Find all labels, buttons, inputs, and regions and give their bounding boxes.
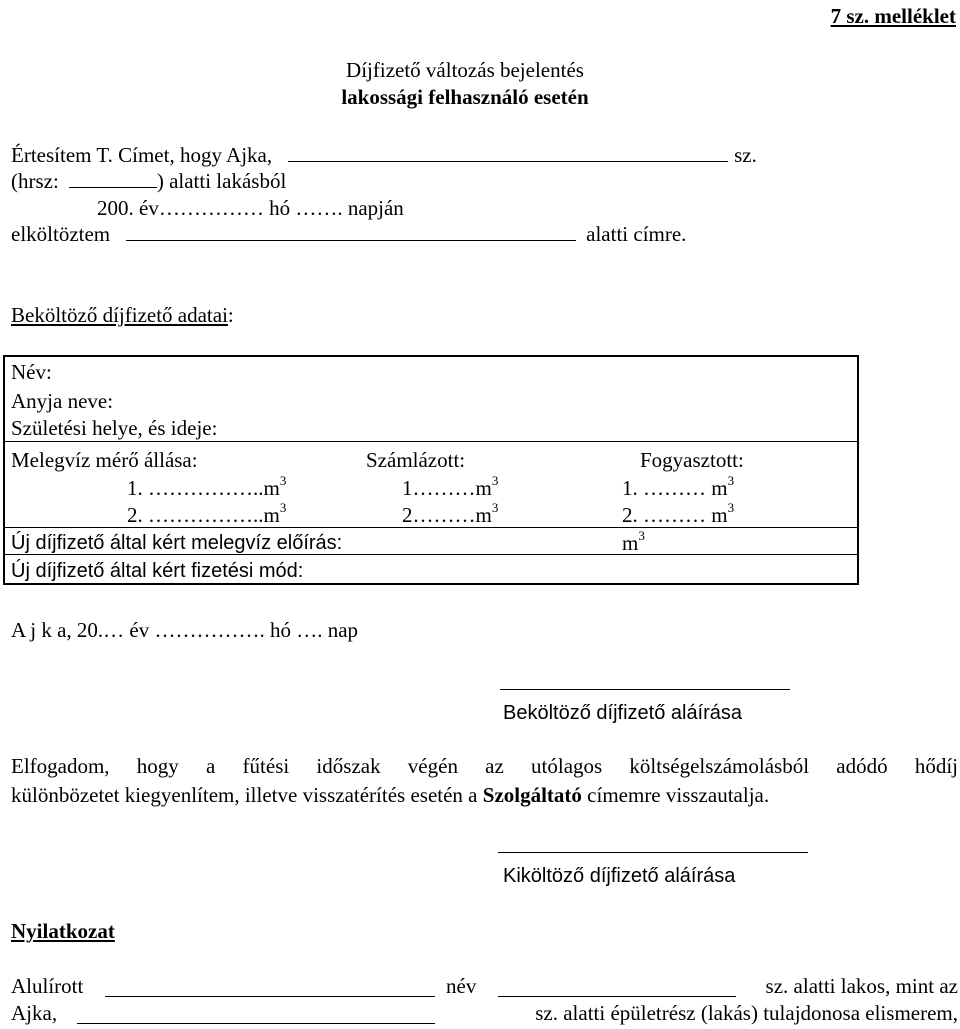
payer-section-heading bbox=[11, 305, 234, 326]
meter-reading-label: Melegvíz mérő állása: bbox=[11, 448, 198, 472]
row-divider bbox=[5, 554, 857, 555]
declarant-address-blank[interactable] bbox=[498, 996, 736, 997]
hrsz-label: (hrsz: bbox=[11, 169, 59, 193]
billed-row-2-text: 2………m bbox=[402, 503, 492, 527]
hot-water-unit-text: m bbox=[622, 531, 639, 555]
incoming-signature-line[interactable] bbox=[500, 689, 790, 690]
consumed-label: Fogyasztott: bbox=[640, 448, 744, 472]
provider-name: Szolgáltató bbox=[482, 783, 582, 807]
outgoing-signature-label: Kiköltöző díjfizető aláírása bbox=[503, 865, 736, 887]
row-divider bbox=[5, 441, 857, 442]
payment-method-field[interactable]: Új díjfizető által kért fizetési mód: bbox=[11, 560, 304, 582]
consumed-row-1[interactable] bbox=[622, 473, 735, 500]
city-label: Ajka, bbox=[11, 1001, 58, 1025]
mother-name-field[interactable]: Anyja neve: bbox=[11, 389, 114, 413]
birth-field[interactable]: Születési helye, és ideje: bbox=[11, 416, 218, 440]
declaration-heading: Nyilatkozat bbox=[11, 919, 115, 943]
street-blank[interactable] bbox=[288, 160, 728, 162]
outgoing-signature-line[interactable] bbox=[498, 852, 808, 853]
unit-exponent: 3 bbox=[491, 473, 499, 488]
unit-exponent: 3 bbox=[727, 473, 735, 488]
billed-label: Számlázott: bbox=[366, 448, 466, 472]
billed-row-1-text: 1………m bbox=[402, 476, 492, 500]
notice-line-1 bbox=[11, 145, 757, 166]
payer-section-heading-text: Beköltöző díjfizető adatai bbox=[11, 303, 228, 327]
date-line[interactable]: A j k a, 20.… év ……………. hó …. nap bbox=[11, 618, 359, 642]
unit-exponent: 3 bbox=[279, 473, 287, 488]
moved-label: elköltöztem bbox=[11, 222, 111, 246]
acceptance-line-2-a: különbözetet kiegyenlítem, illetve visszatérítés esetén a bbox=[11, 783, 483, 807]
meter-row-1-text: 1. ……………..m bbox=[127, 476, 280, 500]
declaration-line-1 bbox=[11, 976, 958, 997]
notice-line-4 bbox=[11, 224, 686, 245]
billed-row-2[interactable] bbox=[402, 500, 499, 527]
new-address-blank[interactable] bbox=[126, 239, 576, 241]
consumed-row-2-text: 2. ……… m bbox=[622, 503, 728, 527]
declaration-line-1-end: sz. alatti lakos, mint az bbox=[765, 974, 958, 998]
consumed-row-2[interactable] bbox=[622, 500, 735, 527]
unit-exponent: 3 bbox=[638, 528, 645, 543]
notice-line-3: 200. év…………… hó ……. napján bbox=[97, 196, 404, 220]
house-number-label: sz. bbox=[734, 143, 757, 167]
notice-line-2 bbox=[11, 171, 286, 192]
form-subtitle: lakossági felhasználó esetén bbox=[341, 85, 589, 109]
unit-exponent: 3 bbox=[279, 500, 287, 515]
declarant-name-blank[interactable] bbox=[105, 996, 435, 997]
acceptance-line-1: Elfogadom, hogy a fűtési időszak végén az utólagos költségelszámolásból adódó hődíj bbox=[11, 754, 958, 778]
hot-water-unit bbox=[622, 528, 645, 555]
unit-exponent: 3 bbox=[727, 500, 735, 515]
hrsz-suffix: ) alatti lakásból bbox=[156, 169, 287, 193]
billed-row-1[interactable] bbox=[402, 473, 499, 500]
name-field[interactable]: Név: bbox=[11, 360, 52, 384]
declaration-line-2-end: sz. alatti épületrész (lakás) tulajdonosa elismerem, bbox=[535, 1001, 958, 1025]
acceptance-line-2-b: címemre visszautalja. bbox=[581, 783, 770, 807]
name-label: név bbox=[446, 974, 477, 998]
consumed-row-1-text: 1. ……… m bbox=[622, 476, 728, 500]
payer-section-colon: : bbox=[227, 303, 234, 327]
notice-line-1-text: Értesítem T. Címet, hogy Ajka, bbox=[11, 143, 273, 167]
hrsz-blank[interactable] bbox=[69, 186, 157, 188]
row-divider bbox=[5, 527, 857, 528]
hot-water-request-field[interactable]: Új díjfizető által kért melegvíz előírás: bbox=[11, 532, 343, 554]
property-address-blank[interactable] bbox=[77, 1023, 435, 1024]
meter-row-2[interactable] bbox=[127, 500, 287, 527]
acceptance-line-2 bbox=[11, 785, 769, 806]
meter-row-1[interactable] bbox=[127, 473, 287, 500]
form-title: Díjfizető változás bejelentés bbox=[346, 58, 584, 82]
unit-exponent: 3 bbox=[491, 500, 499, 515]
meter-row-2-text: 2. ……………..m bbox=[127, 503, 280, 527]
appendix-label: 7 sz. melléklet bbox=[830, 4, 956, 28]
undersigned-label: Alulírott bbox=[11, 974, 84, 998]
declaration-line-2 bbox=[11, 1003, 958, 1024]
incoming-signature-label: Beköltöző díjfizető aláírása bbox=[503, 702, 743, 724]
new-address-suffix: alatti címre. bbox=[586, 222, 687, 246]
